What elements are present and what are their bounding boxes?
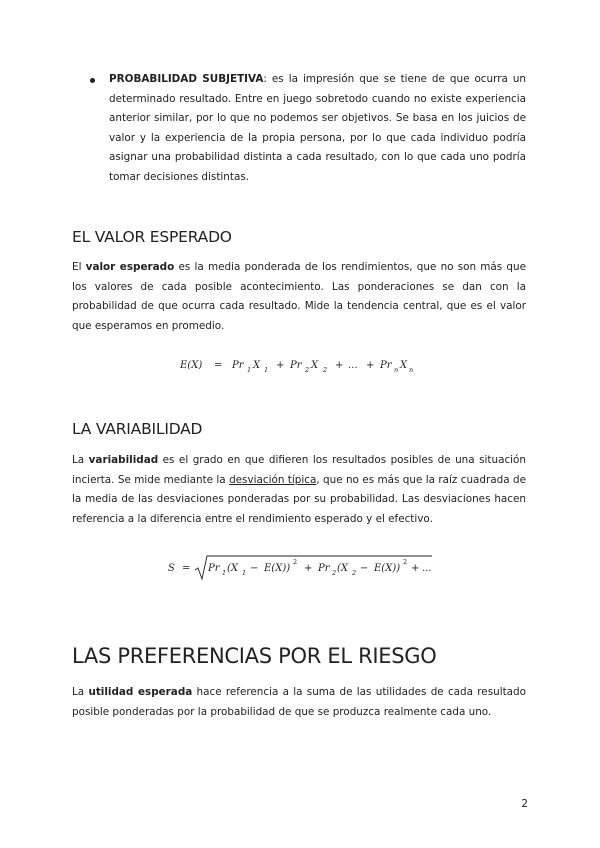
formula-desviacion-tipica <box>168 553 438 583</box>
svg-text:Pr: Pr <box>232 360 244 371</box>
bullet-probabilidad-subjetiva <box>90 70 526 188</box>
svg-text:X: X <box>253 360 261 371</box>
svg-text:−: − <box>250 563 259 574</box>
svg-text:Pr: Pr <box>208 563 220 574</box>
svg-text:...: ... <box>348 360 358 371</box>
para-text: es el grado en que difieren los resultados posibles de una situación incierta. Se mide mediante la <box>72 454 526 486</box>
para-text: El <box>72 261 86 273</box>
bullet-text <box>109 70 526 188</box>
svg-text:Pr: Pr <box>380 360 392 371</box>
svg-text:+: + <box>276 360 285 371</box>
para-text: , que no es más que la raíz cuadrada de la media de las desviaciones ponderadas por su probabilidad. Las desviaciones hacen referencia a la diferencia entre el rendimiento esperado y el efectivo. <box>72 473 526 525</box>
heading-variabilidad: LA VARIABILIDAD <box>72 420 203 438</box>
bullet-icon <box>90 78 95 83</box>
svg-text:+: + <box>411 563 420 574</box>
formula-valor-esperado <box>180 356 440 378</box>
para-text: La <box>72 686 89 698</box>
para-term: utilidad esperada <box>88 686 193 698</box>
paragraph-valor-esperado <box>72 258 526 336</box>
svg-text:E(X)): E(X)) <box>374 563 401 574</box>
desviacion-tipica-term: desviación típica <box>229 473 317 486</box>
svg-text:1: 1 <box>247 366 252 374</box>
svg-text:2: 2 <box>293 558 298 566</box>
para-term: variabilidad <box>88 454 159 466</box>
page-number: 2 <box>521 798 528 810</box>
svg-text:Pr: Pr <box>318 563 330 574</box>
svg-text:2: 2 <box>332 569 337 577</box>
paragraph-utilidad-esperada <box>72 683 526 722</box>
svg-text:2: 2 <box>323 366 328 374</box>
svg-text:n: n <box>409 366 414 374</box>
svg-text:S: S <box>168 563 175 574</box>
paragraph-variabilidad <box>72 451 526 529</box>
para-term: valor esperado <box>85 261 175 273</box>
heading-preferencias-riesgo: LAS PREFERENCIAS POR EL RIESGO <box>72 644 437 668</box>
svg-text:2: 2 <box>403 558 408 566</box>
svg-text:(X: (X <box>337 563 349 574</box>
svg-text:1: 1 <box>264 366 269 374</box>
svg-text:(X: (X <box>227 563 239 574</box>
svg-text:=: = <box>182 563 191 574</box>
para-text: es la media ponderada de los rendimientos, que no son más que los valores de cada posible acontecimiento. Las ponderaciones se dan con la probabilidad de que ocurra cada resultado. Mide la tendencia central, que es el valor que esperamos en promedio. <box>72 261 526 332</box>
svg-text:+: + <box>304 563 313 574</box>
svg-text:+: + <box>335 360 344 371</box>
svg-text:−: − <box>360 563 369 574</box>
svg-text:2: 2 <box>352 569 357 577</box>
svg-text:2: 2 <box>305 366 310 374</box>
svg-text:1: 1 <box>222 569 227 577</box>
svg-text:E(X)): E(X)) <box>264 563 291 574</box>
svg-text:...: ... <box>422 563 432 574</box>
bullet-term: PROBABILIDAD SUBJETIVA <box>109 73 264 85</box>
svg-text:1: 1 <box>242 569 247 577</box>
svg-text:+: + <box>366 360 375 371</box>
svg-text:X: X <box>311 360 319 371</box>
heading-valor-esperado: EL VALOR ESPERADO <box>72 228 232 246</box>
svg-text:X: X <box>400 360 408 371</box>
svg-text:Pr: Pr <box>290 360 302 371</box>
svg-text:=: = <box>214 360 223 371</box>
para-text: hace referencia a la suma de las utilidades de cada resultado posible ponderadas por la probabilidad de que se produzca realmente cada uno. <box>72 686 526 718</box>
para-text: La <box>72 454 89 466</box>
bullet-body: : es la impresión que se tiene de que ocurra un determinado resultado. Entre en juego sobretodo cuando no existe experiencia anterior similar, por lo que no podemos ser objetivos. Se basa en los juicios de valor y la experiencia de la propia persona, por lo que cada individuo podría asignar una probabilidad distinta a cada resultado, con lo que cada uno podría tomar decisiones distintas. <box>109 73 526 183</box>
formula-lhs: E(X) <box>180 360 203 371</box>
svg-text:n: n <box>394 366 399 374</box>
